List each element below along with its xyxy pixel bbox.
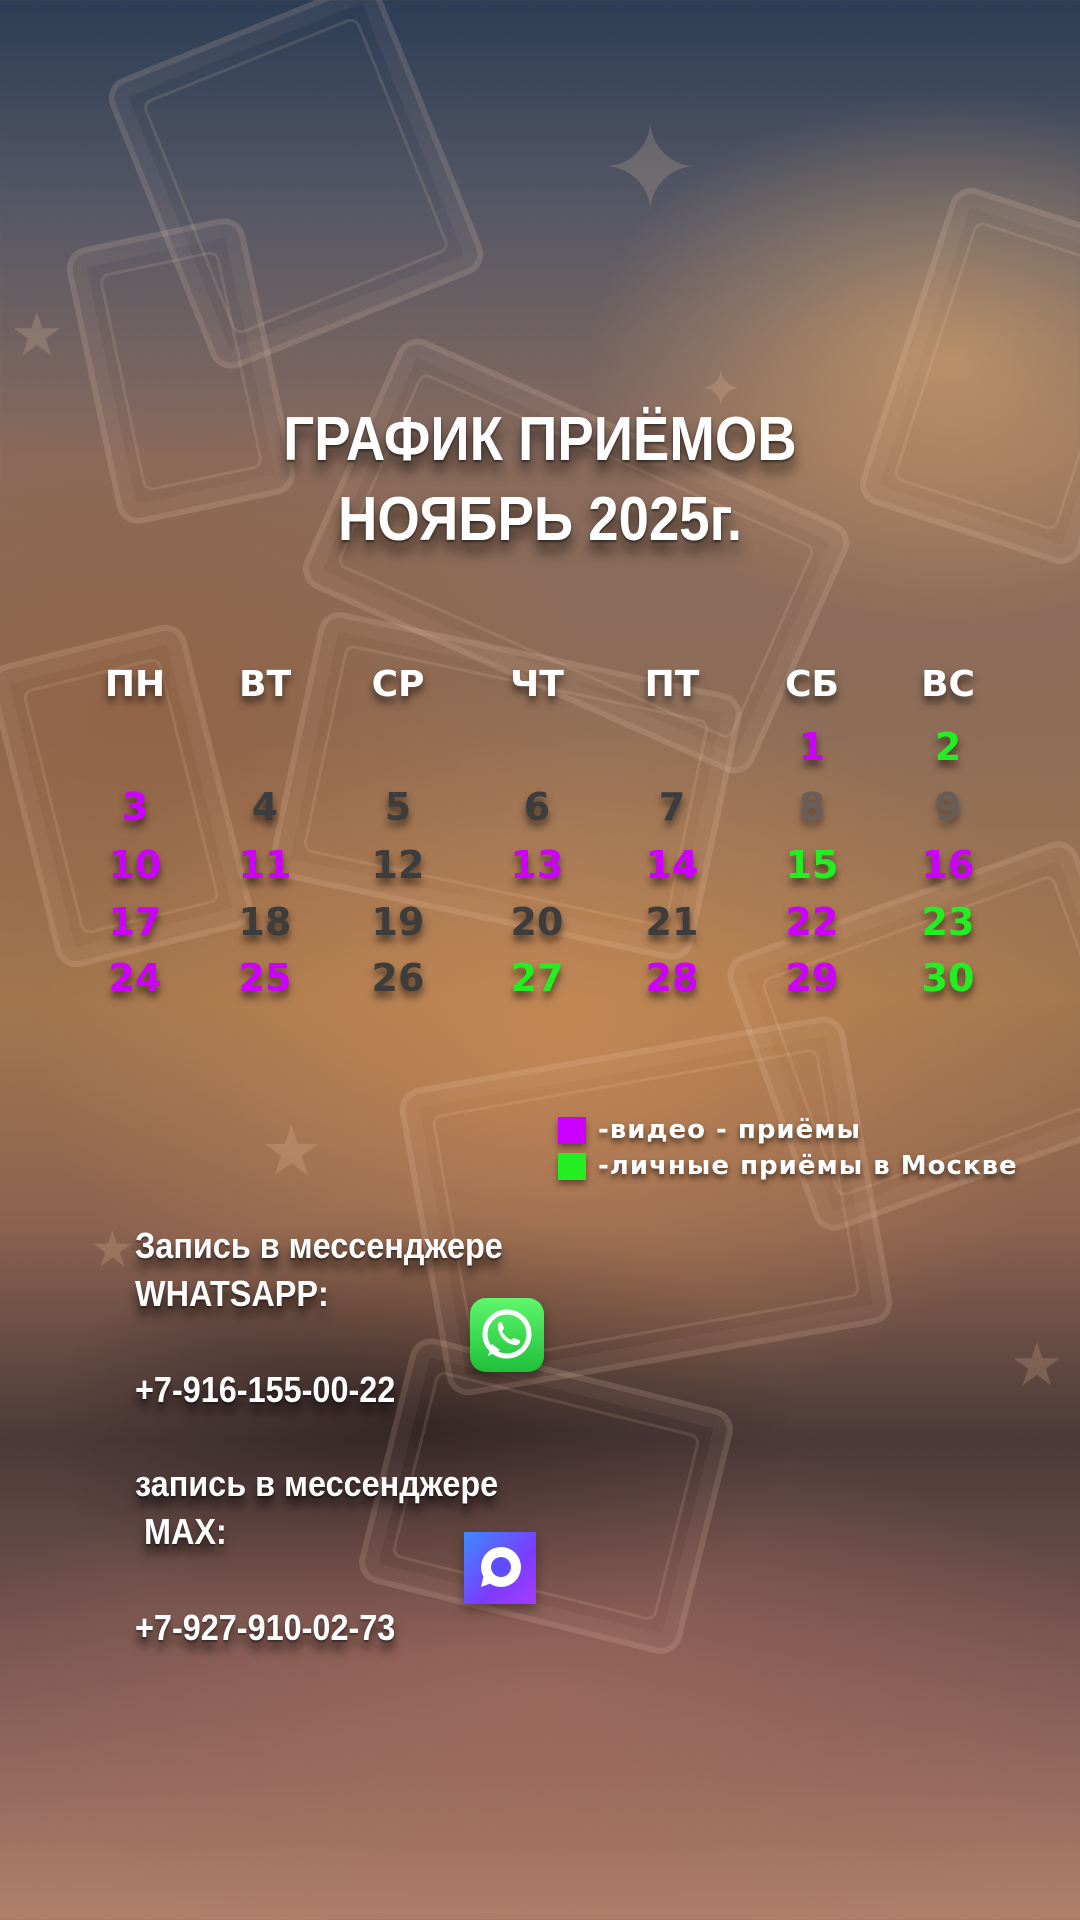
calendar-day-video: 29 xyxy=(785,956,839,1000)
page-title xyxy=(65,400,1015,560)
calendar-week-row xyxy=(0,717,1080,777)
calendar-day-video: 11 xyxy=(238,843,292,887)
calendar-day-free: 20 xyxy=(510,900,564,944)
calendar-day-free: 21 xyxy=(645,900,699,944)
weekday-label: ПТ xyxy=(644,664,700,705)
legend-swatch-video xyxy=(558,1117,586,1144)
weekday-label: ВС xyxy=(921,664,975,705)
calendar-day-free-faded: 8 xyxy=(798,785,826,829)
title-line-month: НОЯБРЬ 2025г. xyxy=(337,485,743,554)
calendar-day-personal: 2 xyxy=(934,725,962,769)
title-line-schedule: ГРАФИК ПРИЁМОВ xyxy=(283,405,797,474)
weekday-label: ЧТ xyxy=(510,664,564,705)
max-messenger-icon[interactable] xyxy=(464,1532,536,1604)
calendar-day-free: 12 xyxy=(371,843,425,887)
whatsapp-phone[interactable]: +7-916-155-00-22 xyxy=(135,1369,396,1410)
calendar-day-video: 22 xyxy=(785,900,839,944)
max-caption-line1: запись в мессенджере xyxy=(135,1463,499,1504)
calendar-day-video: 14 xyxy=(645,843,699,887)
calendar-day-video: 13 xyxy=(510,843,564,887)
weekday-label: СБ xyxy=(785,664,839,705)
calendar-day-video: 3 xyxy=(121,785,149,829)
background-star: ★ xyxy=(10,300,64,370)
calendar-day-free: 5 xyxy=(384,785,412,829)
weekday-label: ПН xyxy=(104,664,166,705)
calendar-day-free: 6 xyxy=(523,785,551,829)
calendar-day-video: 17 xyxy=(108,900,162,944)
background-star: ★ xyxy=(90,1220,135,1278)
weekday-label: ВТ xyxy=(239,664,291,705)
whatsapp-caption-line1: Запись в мессенджере xyxy=(135,1225,503,1266)
calendar-day-free: 19 xyxy=(371,900,425,944)
max-contact xyxy=(135,1460,498,1652)
background-star: ✦ xyxy=(600,100,701,239)
calendar-day-video: 1 xyxy=(798,725,826,769)
whatsapp-caption-line2: WHATSAPP: xyxy=(135,1273,329,1314)
calendar-day-video: 10 xyxy=(108,843,162,887)
calendar-day-personal: 15 xyxy=(785,843,839,887)
calendar-day-free: 7 xyxy=(658,785,686,829)
calendar-day-personal: 27 xyxy=(510,956,564,1000)
calendar-day-video: 24 xyxy=(108,956,162,1000)
weekday-label: СР xyxy=(371,664,425,705)
legend-label-video: -видео - приёмы xyxy=(598,1115,862,1145)
whatsapp-contact xyxy=(135,1222,503,1414)
calendar-day-free-faded: 9 xyxy=(934,785,962,829)
calendar-day-free: 4 xyxy=(251,785,279,829)
calendar-day-free: 18 xyxy=(238,900,292,944)
legend-swatch-personal xyxy=(558,1153,586,1180)
calendar-weekday-row xyxy=(0,655,1080,715)
calendar-week-row xyxy=(0,777,1080,837)
calendar-day-free: 26 xyxy=(371,956,425,1000)
max-caption-line2: MAX: xyxy=(135,1511,227,1552)
whatsapp-icon[interactable] xyxy=(470,1298,544,1372)
calendar-week-row xyxy=(0,892,1080,952)
calendar-week-row xyxy=(0,835,1080,895)
background-star: ✦ xyxy=(700,360,742,418)
legend-label-personal: -личные приёмы в Москве xyxy=(598,1151,1018,1181)
calendar-day-video: 16 xyxy=(921,843,975,887)
background-star: ★ xyxy=(260,1110,323,1192)
background-star: ★ xyxy=(1010,1330,1064,1400)
max-phone[interactable]: +7-927-910-02-73 xyxy=(135,1607,396,1648)
calendar-day-personal: 30 xyxy=(921,956,975,1000)
calendar-day-video: 28 xyxy=(645,956,699,1000)
calendar-day-video: 25 xyxy=(238,956,292,1000)
calendar-week-row xyxy=(0,948,1080,1008)
calendar-day-personal: 23 xyxy=(921,900,975,944)
